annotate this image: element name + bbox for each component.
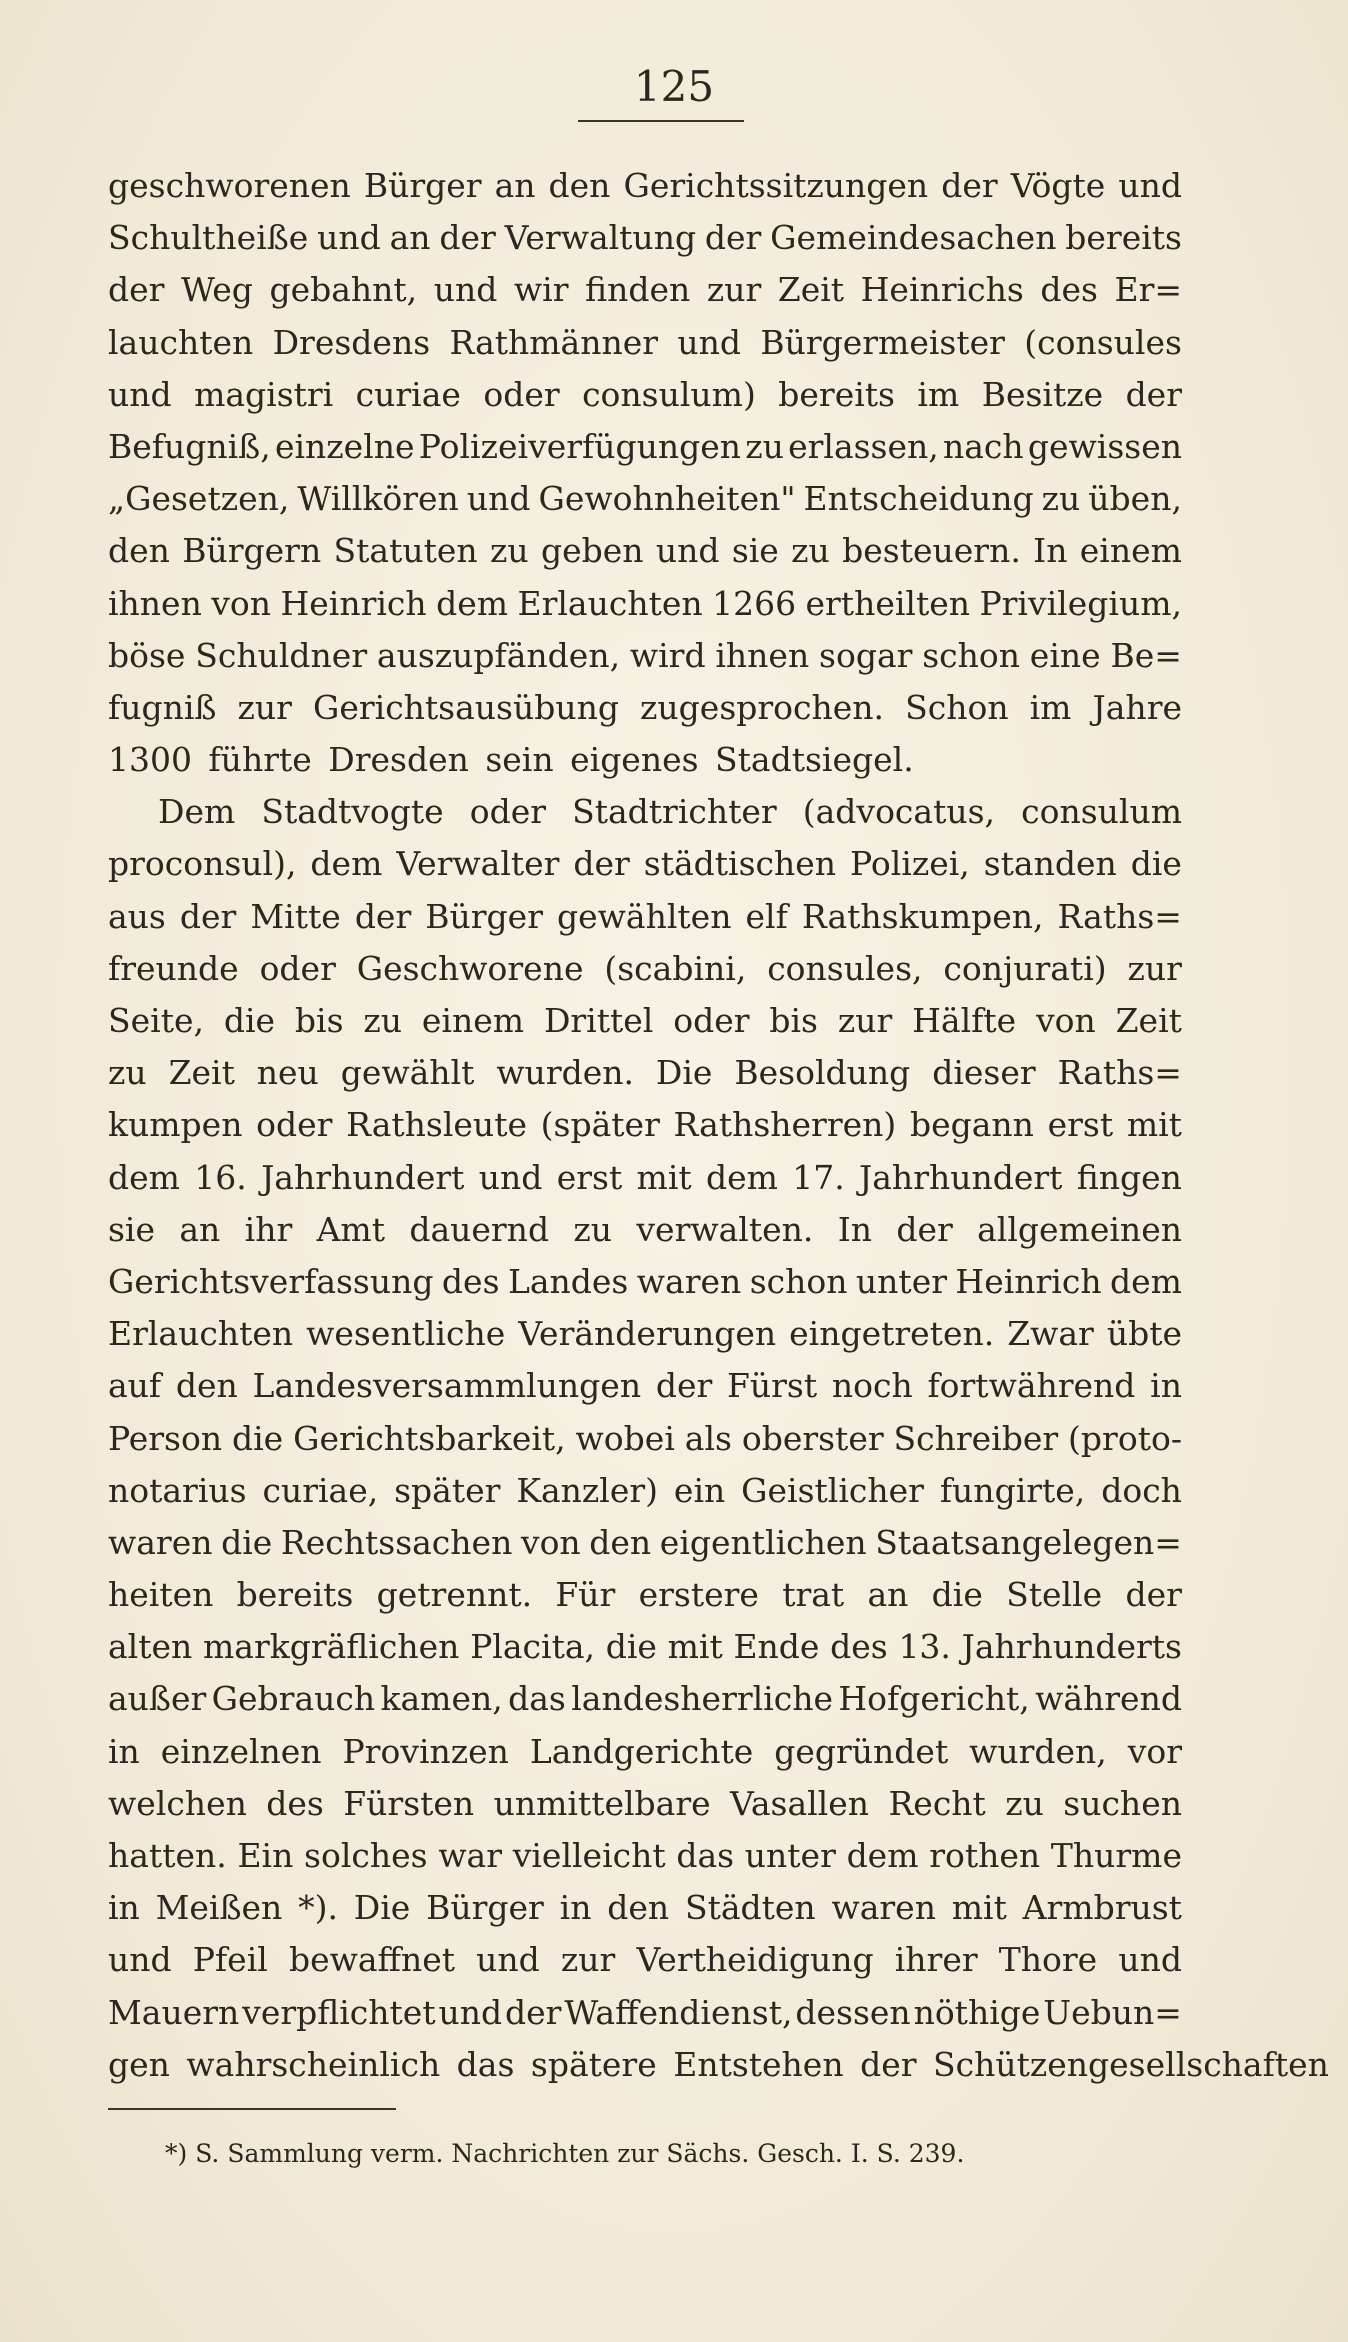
text-line: fugniß zur Gerichtsausübung zugesprochen. Schon im Jahre [108, 687, 1182, 727]
text-line: 1300 führte Dresden sein eigenes Stadtsiegel. [108, 740, 914, 780]
text-line: dem 16. Jahrhundert und erst mit dem 17. Jahrhundert fingen [108, 1157, 1182, 1197]
footnote: *) S. Sammlung verm. Nachrichten zur Sächs. Gesch. I. S. 239. [165, 2139, 965, 2168]
text-line: proconsul), dem Verwalter der städtischen Polizei, standen die [108, 844, 1182, 884]
text-line: Person die Gerichtsbarkeit, wobei als oberster Schreiber (proto- [108, 1418, 1182, 1458]
text-line: Seite, die bis zu einem Drittel oder bis zur Hälfte von Zeit [108, 1001, 1182, 1040]
text-line: „Gesetzen, Willkören und Gewohnheiten" Entscheidung zu üben, [108, 479, 1182, 519]
text-line: welchen des Fürsten unmittelbare Vasallen Recht zu suchen [108, 1783, 1182, 1823]
text-line: ihnen von Heinrich dem Erlauchten 1266 ertheilten Privilegium, [108, 583, 1182, 623]
text-line: notarius curiae, später Kanzler) ein Geistlicher fungirte, doch [108, 1470, 1182, 1510]
text-line: der Weg gebahnt, und wir finden zur Zeit Heinrichs des Er= [108, 270, 1182, 310]
text-line: gen wahrscheinlich das spätere Entstehen der Schützengesellschaften [108, 2044, 1329, 2084]
text-line: auf den Landesversammlungen der Fürst noch fortwährend in [108, 1366, 1182, 1406]
text-line: lauchten Dresdens Rathmänner und Bürgermeister (consules [108, 322, 1182, 362]
text-line: hatten. Ein solches war vielleicht das unter dem rothen Thurme [108, 1836, 1182, 1875]
text-line: alten markgräflichen Placita, die mit Ende des 13. Jahrhunderts [108, 1627, 1182, 1667]
text-line: und Pfeil bewaffnet und zur Vertheidigung ihrer Thore und [108, 1940, 1182, 1980]
text-line: waren die Rechtssachen von den eigentlichen Staatsangelegen= [108, 1522, 1182, 1562]
text-line: kumpen oder Rathsleute (später Rathsherren) begann erst mit [108, 1105, 1182, 1145]
text-line: Befugniß, einzelne Polizeiverfügungen zu erlassen, nach gewissen [108, 426, 1182, 466]
text-line: in einzelnen Provinzen Landgerichte gegründet wurden, vor [108, 1731, 1182, 1771]
text-line: zu Zeit neu gewählt wurden. Die Besoldung dieser Raths= [108, 1053, 1182, 1093]
text-line: außer Gebrauch kamen, das landesherrliche Hofgericht, während [108, 1679, 1182, 1719]
text-line: den Bürgern Statuten zu geben und sie zu besteuern. In einem [108, 531, 1182, 571]
text-line: heiten bereits getrennt. Für erstere trat an die Stelle der [108, 1575, 1182, 1615]
text-line: freunde oder Geschworene (scabini, consules, conjurati) zur [108, 948, 1182, 988]
footnote-rule [108, 2108, 396, 2110]
text-line: Erlauchten wesentliche Veränderungen eingetreten. Zwar übte [108, 1314, 1182, 1354]
text-line: geschworenen Bürger an den Gerichtssitzungen der Vögte und [108, 166, 1182, 205]
text-line: in Meißen *). Die Bürger in den Städten waren mit Armbrust [108, 1888, 1182, 1928]
body-text [108, 160, 1329, 2091]
text-line: Gerichtsverfassung des Landes waren schon unter Heinrich dem [108, 1261, 1182, 1301]
header-rule [578, 120, 744, 122]
text-line: Schultheiße und an der Verwaltung der Gemeindesachen bereits [108, 218, 1182, 258]
page-number: 125 [633, 62, 715, 111]
text-line: aus der Mitte der Bürger gewählten elf Rathskumpen, Raths= [108, 896, 1182, 936]
text-line: Dem Stadtvogte oder Stadtrichter (advocatus, consulum [158, 792, 1182, 832]
text-line: und magistri curiae oder consulum) bereits im Besitze der [108, 374, 1182, 414]
text-line: sie an ihr Amt dauernd zu verwalten. In der allgemeinen [108, 1209, 1182, 1249]
text-line: böse Schuldner auszupfänden, wird ihnen sogar schon eine Be= [108, 635, 1182, 675]
text-line: Mauern verpflichtet und der Waffendienst, dessen nöthige Uebun= [108, 1992, 1182, 2032]
